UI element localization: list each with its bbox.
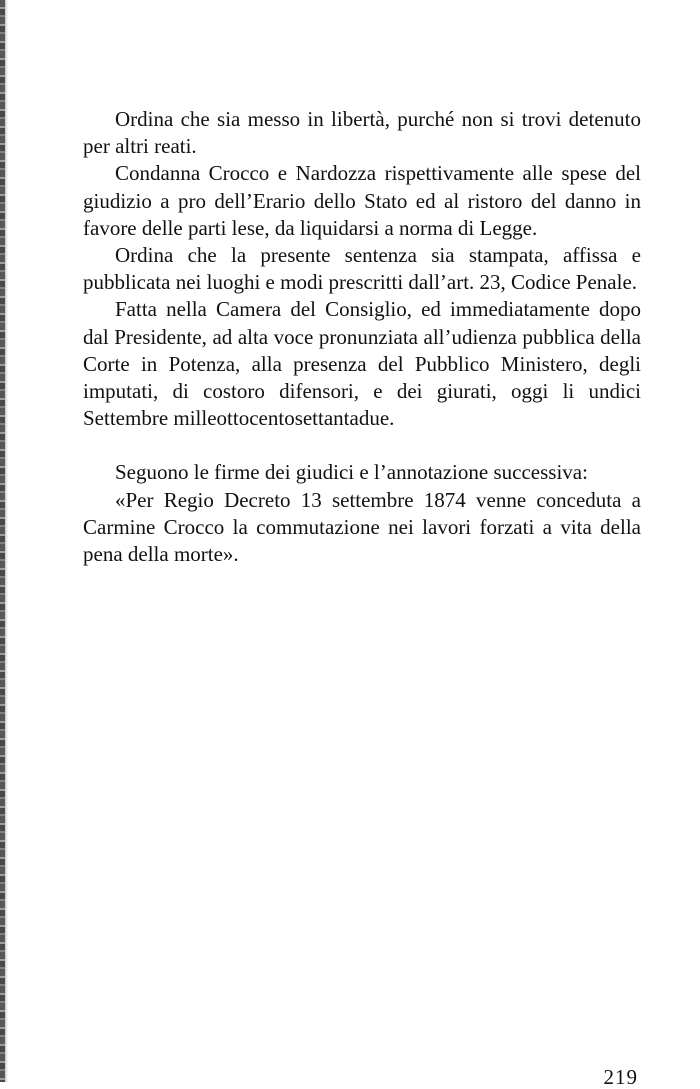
paragraph-release-order: Ordina che sia messo in libertà, purché non si trovi detenuto per altri reati.	[83, 107, 641, 159]
paragraph-pronouncement: Fatta nella Camera del Consiglio, ed immediatamente dopo dal Presidente, ad alta voce pronunziata all’udienza pubblica della Corte in Potenza, alla presenza del Pubblico Ministero, degli imputati, di costoro difensori, e dei giurati, oggi li undici Settembre milleottocentosettantadue.	[83, 297, 641, 431]
paragraph-sentence-costs: Condanna Crocco e Nardozza rispettivamente alle spese del giudizio a pro dell’Erario dello Stato ed al ristoro del danno in favore delle parti lese, da liquidarsi a norma di Legge.	[83, 161, 641, 240]
body-text	[83, 106, 641, 568]
paragraph-publication-order: Ordina che la presente sentenza sia stampata, affissa e pubblicata nei luoghi e modi prescritti dall’art. 23, Codice Penale.	[83, 243, 641, 295]
page-number: 219	[603, 1065, 638, 1089]
paragraph-signatures-note: Seguono le firme dei giudici e l’annotazione successiva:	[115, 460, 588, 485]
binding-edge	[0, 0, 5, 1082]
paragraph-royal-decree-quote: «Per Regio Decreto 13 settembre 1874 venne conceduta a Carmine Crocco la commutazione nei lavori forzati a vita della pena della morte».	[83, 487, 641, 567]
paragraph-gap	[83, 432, 641, 459]
